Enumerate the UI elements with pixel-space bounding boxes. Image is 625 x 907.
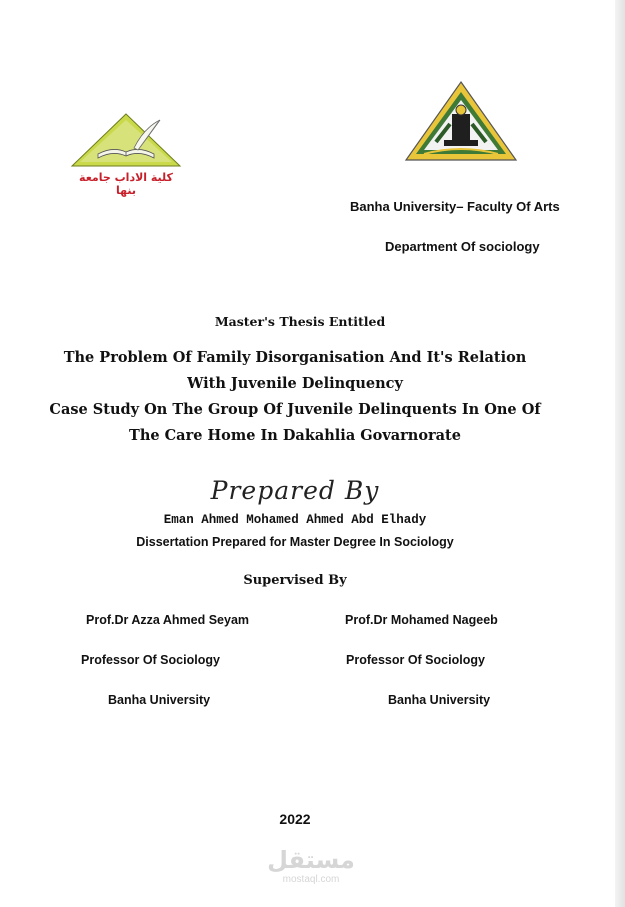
supervisor-left-name: Prof.Dr Azza Ahmed Seyam: [86, 613, 250, 627]
department-line: Department Of sociology: [385, 239, 540, 254]
title-line: The Problem Of Family Disorganisation And It's Relation: [63, 349, 527, 366]
university-emblem-icon: [404, 80, 518, 164]
book-pen-icon: [68, 112, 184, 168]
thesis-title: [0, 345, 590, 449]
supervisor-right-affiliation: Banha University: [388, 693, 491, 707]
supervisor-left-affiliation: Banha University: [108, 693, 211, 707]
page-edge: [615, 0, 625, 907]
supervisor-right-title: Professor Of Sociology: [346, 653, 485, 667]
supervisor-left-title: Professor Of Sociology: [81, 653, 220, 667]
faculty-of-arts-logo: [68, 112, 184, 197]
title-line: With Juvenile Delinquency: [187, 375, 403, 392]
dissertation-line: Dissertation Prepared for Master Degree In Sociology: [136, 535, 454, 549]
supervisor-right-name: Prof.Dr Mohamed Nageeb: [345, 613, 498, 627]
title-line: Case Study On The Group Of Juvenile Delinquents In One Of: [49, 401, 541, 418]
watermark-arabic: مستقل: [267, 846, 355, 874]
author-name: Eman Ahmed Mohamed Ahmed Abd Elhady: [163, 513, 427, 527]
prepared-by-heading: Prepared By: [210, 476, 380, 505]
faculty-logo-caption: كلية الاداب جامعة بنها: [79, 171, 173, 197]
banha-university-logo: [404, 80, 518, 164]
university-line: Banha University– Faculty Of Arts: [350, 199, 560, 214]
thesis-entitled: Master's Thesis Entitled: [214, 314, 386, 329]
supervised-by-heading: Supervised By: [243, 573, 347, 588]
year: 2022: [279, 811, 311, 827]
title-line: The Care Home In Dakahlia Govarnorate: [129, 427, 461, 444]
watermark-domain: mostaql.com: [282, 874, 340, 885]
watermark: [256, 846, 366, 886]
